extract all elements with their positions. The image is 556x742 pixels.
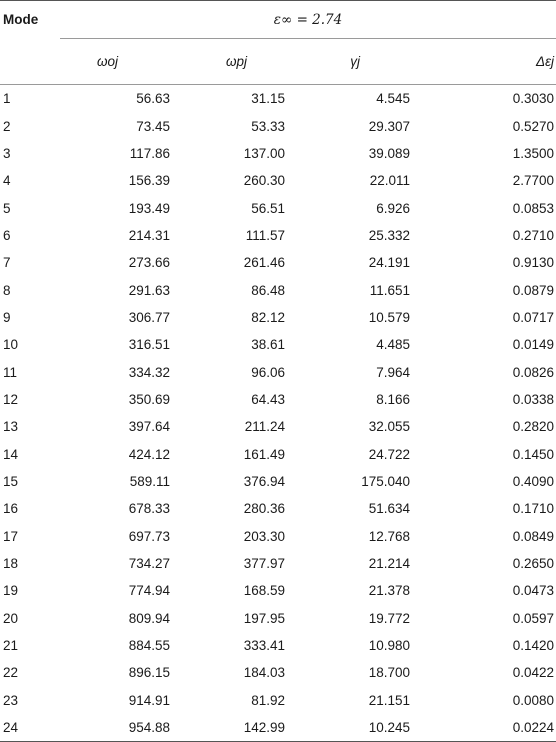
omega-oj-cell: 954.88 [60,714,170,742]
delta-epsilon-j-cell: 0.0224 [422,714,556,742]
table-row [0,523,556,550]
delta-epsilon-j-cell: 0.0849 [512,528,555,544]
omega-pj-cell: 142.99 [170,714,295,742]
omega-pj-cell: 38.61 [251,337,285,353]
gamma-j-cell: 6.926 [376,200,410,216]
mode-cell: 16 [3,501,19,517]
mode-cell: 18 [3,556,19,572]
gamma-j-cell: 10.980 [368,638,410,654]
delta-epsilon-j-cell: 0.0853 [512,200,555,216]
table-row [0,550,556,577]
table-row [0,659,556,686]
omega-oj-cell: 291.63 [128,282,170,298]
delta-epsilon-j-cell: 0.2820 [512,419,555,435]
omega-oj-cell: 697.73 [128,528,170,544]
table-row [0,249,556,276]
mode-cell: 8 [3,282,11,298]
delta-epsilon-j-cell: 0.1710 [512,501,555,517]
mode-cell: 20 [3,610,19,626]
delta-epsilon-j-cell: 0.2650 [512,556,555,572]
omega-oj-cell: 214.31 [128,227,170,243]
omega-oj-cell: 809.94 [128,610,170,626]
gamma-j-cell: 21.378 [368,583,410,599]
omega-oj-cell: 156.39 [128,173,170,189]
omega-pj-cell: 211.24 [244,419,285,435]
table-row [0,276,556,303]
omega-oj-header: ωoj [96,54,118,69]
omega-oj-cell: 397.64 [128,419,170,435]
omega-oj-cell: 56.63 [136,91,170,107]
delta-epsilon-j-cell: 0.5270 [512,118,555,134]
table-row [0,85,556,113]
omega-pj-cell: 184.03 [243,665,285,681]
mode-cell: 22 [3,665,19,681]
omega-pj-cell: 161.49 [243,446,285,462]
omega-oj-cell: 884.55 [128,638,170,654]
delta-epsilon-j-cell: 0.0597 [512,610,555,626]
gamma-j-cell: 4.485 [376,337,410,353]
omega-pj-cell: 137.00 [243,145,285,161]
gamma-j-cell: 29.307 [368,118,410,134]
gamma-j-cell: 51.634 [368,501,410,517]
omega-oj-cell: 316.51 [128,337,170,353]
omega-oj-cell: 117.86 [129,145,170,161]
omega-oj-cell: 896.15 [128,665,170,681]
mode-cell: 9 [3,309,11,325]
omega-oj-cell: 734.27 [128,556,170,572]
omega-oj-cell: 306.77 [128,309,170,325]
mode-cell: 24 [0,714,60,742]
table-row [0,358,556,385]
delta-epsilon-j-header: Δεj [536,54,555,69]
gamma-j-cell: 25.332 [368,227,410,243]
table-row [0,495,556,522]
omega-oj-cell: 350.69 [128,391,170,407]
omega-oj-cell: 914.91 [128,692,170,708]
gamma-j-cell: 7.964 [376,364,410,380]
delta-epsilon-j-cell: 0.0717 [512,309,555,325]
table-row [0,577,556,604]
table-row [0,112,556,139]
omega-pj-cell: 203.30 [243,528,285,544]
omega-pj-cell: 333.41 [243,638,285,654]
gamma-j-cell: 19.772 [368,610,410,626]
gamma-j-cell: 32.055 [368,419,410,435]
gamma-j-cell: 18.700 [368,665,410,681]
table-row [0,714,556,742]
mode-cell: 17 [3,528,19,544]
table-row [0,222,556,249]
omega-oj-cell: 424.12 [128,446,170,462]
gamma-j-cell: 4.545 [376,91,410,107]
delta-epsilon-j-cell: 0.9130 [512,255,555,271]
omega-pj-cell: 260.30 [243,173,285,189]
gamma-j-cell: 11.651 [369,282,410,298]
table-row [0,386,556,413]
gamma-j-cell: 24.722 [368,446,410,462]
mode-cell: 15 [3,473,19,489]
omega-oj-cell: 678.33 [128,501,170,517]
gamma-j-cell: 39.089 [368,145,410,161]
omega-oj-cell: 193.49 [128,200,170,216]
omega-pj-cell: 31.15 [251,91,285,107]
table-body [0,85,556,742]
header-spacer [0,39,60,85]
table-row [0,140,556,167]
delta-epsilon-j-cell: 0.0473 [512,583,555,599]
mode-cell: 13 [3,419,19,435]
table-row [0,440,556,467]
omega-pj-cell: 377.97 [243,556,285,572]
omega-pj-header: ωpj [225,54,247,69]
omega-oj-cell: 589.11 [129,473,170,489]
omega-pj-cell: 376.94 [243,473,285,489]
omega-oj-cell: 273.66 [128,255,170,271]
gamma-j-cell: 21.151 [368,692,410,708]
table-row [0,632,556,659]
delta-epsilon-j-cell: 0.3030 [512,91,555,107]
omega-pj-cell: 111.57 [245,227,285,243]
table-row [0,468,556,495]
omega-pj-cell: 280.36 [243,501,285,517]
omega-pj-cell: 56.51 [251,200,285,216]
delta-epsilon-j-cell: 0.1450 [512,446,555,462]
gamma-j-cell: 22.011 [369,173,410,189]
omega-pj-cell: 82.12 [251,309,285,325]
omega-pj-cell: 53.33 [251,118,285,134]
mode-cell: 23 [3,692,19,708]
table-row [0,304,556,331]
omega-pj-cell: 64.43 [251,391,285,407]
table-row [0,194,556,221]
mode-cell: 7 [3,255,11,271]
gamma-j-cell: 10.245 [295,714,422,742]
mode-cell: 10 [3,337,19,353]
table-row [0,331,556,358]
delta-epsilon-j-cell: 0.2710 [512,227,555,243]
epsilon-infinity-label: ε∞ = 2.74 [273,11,343,28]
table-row [0,687,556,714]
mode-cell: 11 [3,364,18,380]
delta-epsilon-j-cell: 0.1420 [512,638,555,654]
mode-cell: 1 [3,91,11,107]
delta-epsilon-j-cell: 0.0422 [512,665,555,681]
omega-oj-cell: 334.32 [128,364,170,380]
gamma-j-cell: 10.579 [368,309,410,325]
mode-header: Mode [0,1,60,39]
mode-cell: 4 [3,173,11,189]
table-row [0,167,556,194]
mode-cell: 21 [3,638,19,654]
table-row [0,605,556,632]
delta-epsilon-j-cell: 0.0080 [512,692,555,708]
omega-oj-cell: 73.45 [136,118,170,134]
mode-cell: 6 [3,227,11,243]
delta-epsilon-j-cell: 2.7700 [512,173,555,189]
gamma-j-header: γj [350,54,360,69]
delta-epsilon-j-cell: 0.0149 [512,337,555,353]
mode-cell: 12 [3,391,19,407]
gamma-j-cell: 21.214 [368,556,410,572]
omega-pj-cell: 197.95 [243,610,285,626]
table-header [0,1,556,85]
delta-epsilon-j-cell: 0.0826 [512,364,555,380]
epsilon-infinity-header [60,1,556,39]
mode-cell: 5 [3,200,11,216]
gamma-j-cell: 24.191 [368,255,410,271]
mode-cell: 14 [3,446,19,462]
omega-pj-cell: 261.46 [243,255,285,271]
delta-epsilon-j-cell: 0.0338 [512,391,555,407]
delta-epsilon-j-cell: 0.4090 [512,473,555,489]
omega-pj-cell: 81.92 [251,692,285,708]
gamma-j-cell: 175.040 [361,473,410,489]
omega-pj-cell: 168.59 [243,583,285,599]
mode-cell: 19 [3,583,19,599]
omega-oj-cell: 774.94 [128,583,170,599]
gamma-j-cell: 12.768 [368,528,410,544]
gamma-j-cell: 8.166 [376,391,410,407]
delta-epsilon-j-cell: 0.0879 [512,282,555,298]
mode-cell: 2 [3,118,11,134]
delta-epsilon-j-cell: 1.3500 [512,145,555,161]
omega-pj-cell: 96.06 [251,364,285,380]
table-row [0,413,556,440]
omega-pj-cell: 86.48 [251,282,285,298]
mode-cell: 3 [3,145,11,161]
